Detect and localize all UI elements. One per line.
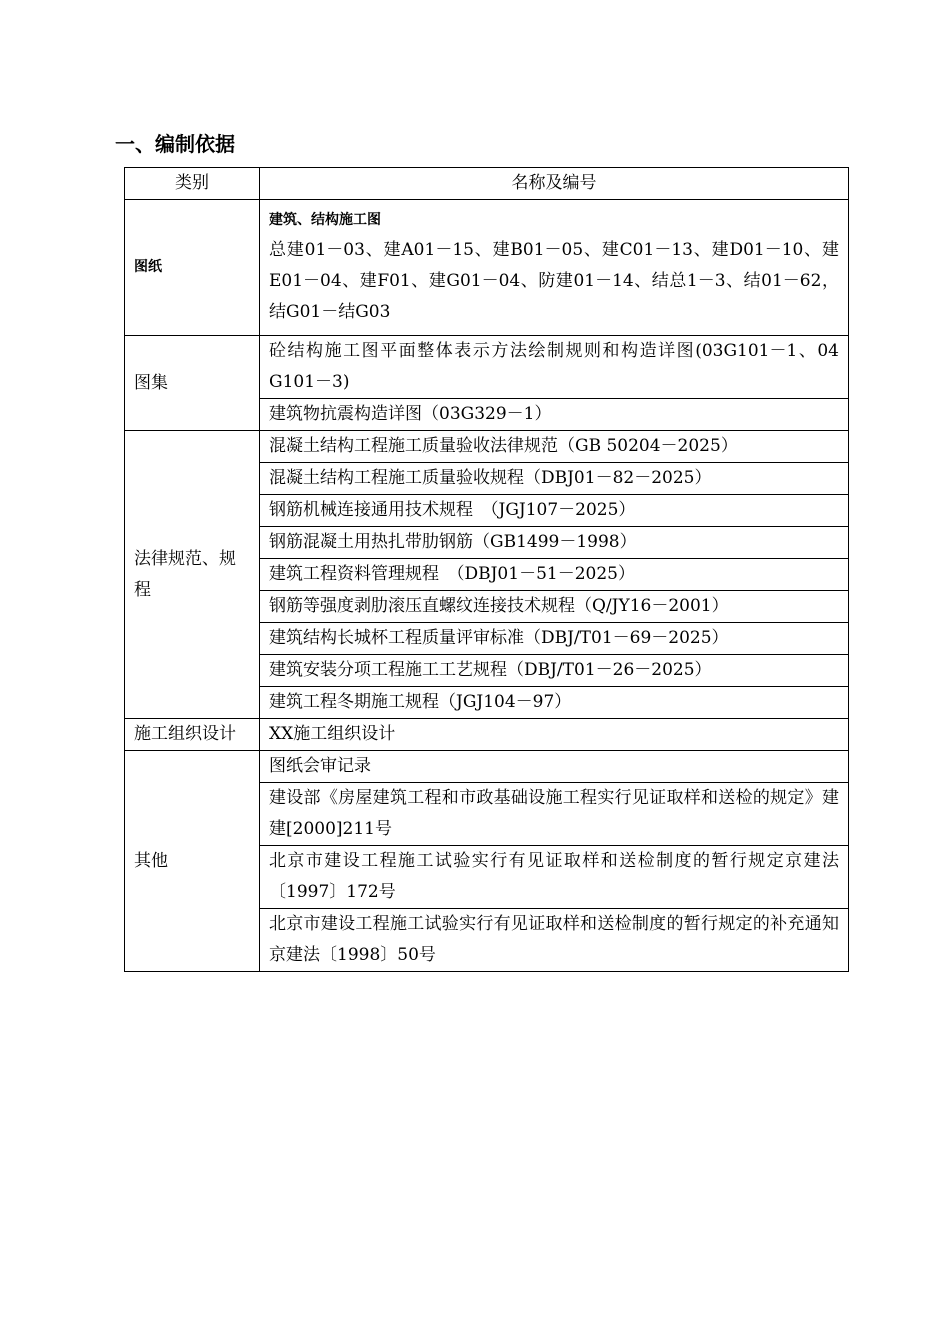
category-others: 其他 [125,751,260,972]
others-item: 北京市建设工程施工试验实行有见证取样和送检制度的暂行规定京建法〔1997〕172号 [260,846,849,909]
table-row [125,719,849,751]
regulation-item: 建筑工程资料管理规程 （DBJ01－51－2025） [260,559,849,591]
table-row [125,200,849,336]
others-item: 图纸会审记录 [260,751,849,783]
regulation-item: 建筑安装分项工程施工工艺规程（DBJ/T01－26－2025） [260,655,849,687]
header-category: 类别 [125,168,260,200]
section-title: 一、编制依据 [115,132,235,156]
regulation-item: 混凝土结构工程施工质量验收法律规范（GB 50204－2025） [260,431,849,463]
regulation-item: 混凝土结构工程施工质量验收规程（DBJ01－82－2025） [260,463,849,495]
table-row [125,336,849,399]
drawings-subtitle: 建筑、结构施工图 [269,212,381,228]
header-name: 名称及编号 [260,168,849,200]
drawings-cell [260,200,849,336]
regulation-item: 钢筋机械连接通用技术规程 （JGJ107－2025） [260,495,849,527]
table-row [125,431,849,463]
atlas-item: 砼结构施工图平面整体表示方法绘制规则和构造详图(03G101－1、04 G101－3) [260,336,849,399]
atlas-item: 建筑物抗震构造详图（03G329－1） [260,399,849,431]
others-item: 建设部《房屋建筑工程和市政基础设施工程实行见证取样和送检的规定》建建[2000]211号 [260,783,849,846]
category-atlas: 图集 [125,336,260,431]
table-row [125,751,849,783]
table-header-row [125,168,849,200]
regulation-item: 钢筋等强度剥肋滚压直螺纹连接技术规程（Q/JY16－2001） [260,591,849,623]
regulation-item: 建筑工程冬期施工规程（JGJ104－97） [260,687,849,719]
category-construction-design: 施工组织设计 [125,719,260,751]
construction-design-item: XX施工组织设计 [260,719,849,751]
regulation-item: 建筑结构长城杯工程质量评审标准（DBJ/T01－69－2025） [260,623,849,655]
category-drawings: 图纸 [125,200,260,336]
basis-table [124,167,849,972]
regulation-item: 钢筋混凝土用热扎带肋钢筋（GB1499－1998） [260,527,849,559]
category-regulations: 法律规范、规程 [125,431,260,719]
drawings-content: 总建01－03、建A01－15、建B01－05、建C01－13、建D01－10、建E01－04、建F01、建G01－04、防建01－14、结总1－3、结01－62，结G01－结G03 [269,240,839,322]
others-item: 北京市建设工程施工试验实行有见证取样和送检制度的暂行规定的补充通知京建法〔1998〕50号 [260,909,849,972]
